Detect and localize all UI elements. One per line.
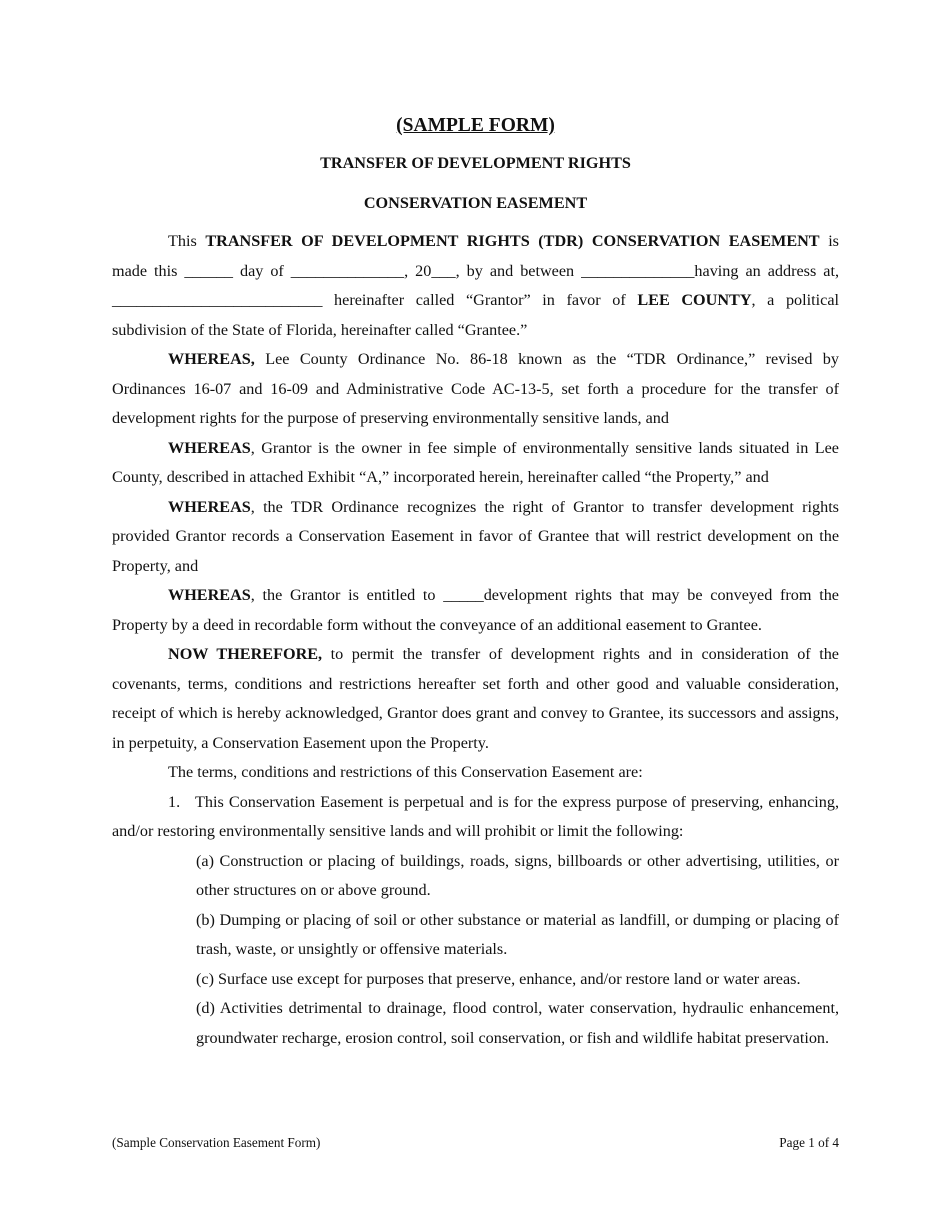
footer-form-name: (Sample Conservation Easement Form) <box>112 1135 321 1150</box>
document-body <box>112 112 839 1053</box>
page-footer <box>112 1135 839 1151</box>
sub-clause-a: (a) Construction or placing of buildings, roads, signs, billboards or other advertising, utilities, or other structures on or above ground. <box>196 851 839 899</box>
now-therefore-paragraph <box>112 640 839 758</box>
intro-text-1: is made this ______ day of ______________, 20___, by and between ______________having an address at, __________________________ hereinafter called “Grantor” in favor of <box>112 232 839 309</box>
intro-lead: This <box>168 232 206 250</box>
whereas-lead: WHEREAS, <box>168 350 255 368</box>
whereas-paragraph-1 <box>112 345 839 434</box>
whereas-paragraph-4 <box>112 581 839 640</box>
intro-paragraph <box>112 227 839 345</box>
whereas-lead: WHEREAS <box>168 497 251 516</box>
now-therefore-lead: NOW THEREFORE, <box>168 645 323 663</box>
intro-text-2: , a political subdivision of the State of Florida, hereinafter called “Grantee.” <box>112 291 840 339</box>
whereas-paragraph-3 <box>112 493 839 582</box>
intro-bold-title: TRANSFER OF DEVELOPMENT RIGHTS (TDR) CONSERVATION EASEMENT <box>205 232 820 250</box>
whereas-paragraph-2 <box>112 434 839 493</box>
whereas-text: Lee County Ordinance No. 86-18 known as the “TDR Ordinance,” revised by Ordinances 16-07 and 16-09 and Administrative Code AC-13-5, set forth a procedure for the transfer of development rights for the purpose of preserving environmentally sensitive lands, and <box>112 350 839 427</box>
sub-clause-d: (d) Activities detrimental to drainage, flood control, water conservation, hydraulic enhancement, groundwater recharge, erosion control, soil conservation, or fish and wildlife habitat preservation. <box>196 999 839 1047</box>
now-therefore-text: to permit the transfer of development rights and in consideration of the covenants, terms, conditions and restrictions hereafter set forth and other good and valuable consideration, receipt of which is hereby acknowledged, Grantor does grant and convey to Grantee, its successors and assigns, in perpetuity, a Conservation Easement upon the Property. <box>112 645 839 752</box>
whereas-lead: WHEREAS <box>168 438 251 457</box>
sub-clause-c: (c) Surface use except for purposes that preserve, enhance, and/or restore land or water areas. <box>196 969 801 988</box>
intro-bold-county: LEE COUNTY <box>637 291 752 309</box>
document-subtitle: TRANSFER OF DEVELOPMENT RIGHTS <box>320 154 631 172</box>
page-title: (SAMPLE FORM) <box>396 115 555 136</box>
whereas-text: , the TDR Ordinance recognizes the right of Grantor to transfer development rights provided Grantor records a Conservation Easement in favor of Grantee that will restrict development on the Property, and <box>112 497 839 575</box>
sub-clause-b: (b) Dumping or placing of soil or other substance or material as landfill, or dumping or placing of trash, waste, or unsightly or offensive materials. <box>196 910 839 958</box>
terms-intro: The terms, conditions and restrictions of this Conservation Easement are: <box>168 763 643 781</box>
clause-1: 1. This Conservation Easement is perpetual and is for the express purpose of preserving, enhancing, and/or restoring environmentally sensitive lands and will prohibit or limit the following: <box>112 792 839 840</box>
page-number: Page 1 of 4 <box>779 1135 839 1150</box>
whereas-text: , Grantor is the owner in fee simple of environmentally sensitive lands situated in Lee County, described in attached Exhibit “A,” incorporated herein, hereinafter called “the Property,” and <box>112 438 839 486</box>
whereas-lead: WHEREAS <box>168 586 251 604</box>
whereas-text: , the Grantor is entitled to _____development rights that may be conveyed from the Property by a deed in recordable form without the conveyance of an additional easement to Grantee. <box>112 586 839 634</box>
document-subtitle-2: CONSERVATION EASEMENT <box>363 194 588 212</box>
